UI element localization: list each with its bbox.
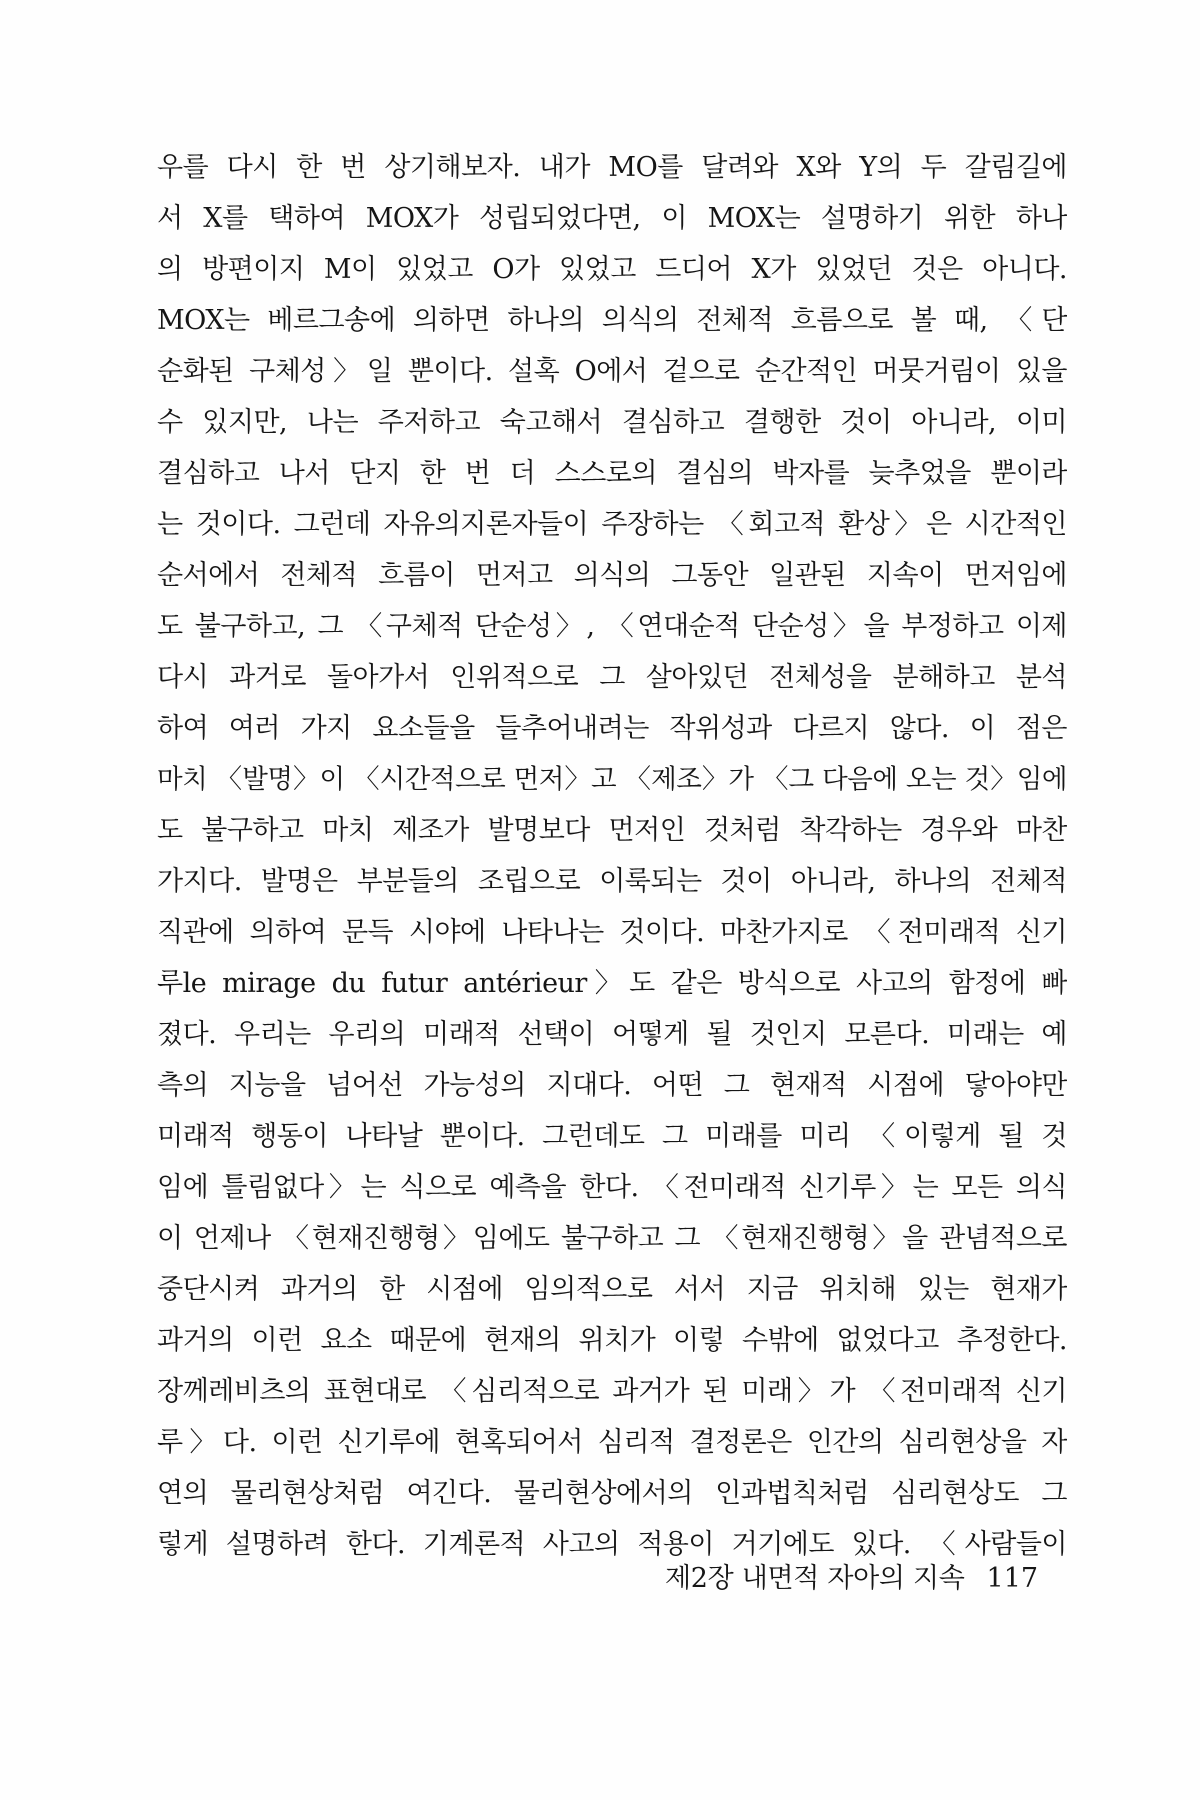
text-line: 직관에 의하여 문득 시야에 나타나는 것이다. 마찬가지로 〈전미래적 신기 <box>157 917 1067 948</box>
text-line: 결심하고 나서 단지 한 번 더 스스로의 결심의 박자를 늦추었을 뿐이라 <box>157 458 1067 489</box>
text-line: 다시 과거로 돌아가서 인위적으로 그 살아있던 전체성을 분해하고 분석 <box>157 662 1067 693</box>
text-line: 도 불구하고 마치 제조가 발명보다 먼저인 것처럼 착각하는 경우와 마찬 <box>157 815 1067 846</box>
text-line: 과거의 이런 요소 때문에 현재의 위치가 이렇 수밖에 없었다고 추정한다. <box>157 1325 1067 1356</box>
text-line: 졌다. 우리는 우리의 미래적 선택이 어떻게 될 것인지 모른다. 미래는 예 <box>157 1019 1067 1050</box>
page-number: 117 <box>986 1563 1039 1594</box>
text-line: 의 방편이지 M이 있었고 O가 있었고 드디어 X가 있었던 것은 아니다. <box>157 254 1067 285</box>
chapter-title: 제2장 내면적 자아의 지속 <box>665 1563 965 1594</box>
text-line: 연의 물리현상처럼 여긴다. 물리현상에서의 인과법칙처럼 심리현상도 그 <box>157 1478 1067 1509</box>
text-line: 서 X를 택하여 MOX가 성립되었다면, 이 MOX는 설명하기 위한 하나 <box>157 203 1067 234</box>
text-line: 마치 〈발명〉이 〈시간적으로 먼저〉고 〈제조〉가 〈그 다음에 오는 것〉임에 <box>157 764 1067 795</box>
text-line: 중단시켜 과거의 한 시점에 임의적으로 서서 지금 위치해 있는 현재가 <box>157 1274 1067 1305</box>
text-line: 루le mirage du futur antérieur〉도 같은 방식으로 사고의 함정에 빠 <box>157 968 1067 999</box>
text-line: 가지다. 발명은 부분들의 조립으로 이룩되는 것이 아니라, 하나의 전체적 <box>157 866 1067 897</box>
text-line: 우를 다시 한 번 상기해보자. 내가 MO를 달려와 X와 Y의 두 갈림길에 <box>157 152 1067 183</box>
text-line: 이 언제나 〈현재진행형〉임에도 불구하고 그 〈현재진행형〉을 관념적으로 <box>157 1223 1067 1254</box>
text-line: 순화된 구체성〉일 뿐이다. 설혹 O에서 겉으로 순간적인 머뭇거림이 있을 <box>157 356 1067 387</box>
text-line: 미래적 행동이 나타날 뿐이다. 그런데도 그 미래를 미리 〈이렇게 될 것 <box>157 1121 1067 1152</box>
text-line: 측의 지능을 넘어선 가능성의 지대다. 어떤 그 현재적 시점에 닿아야만 <box>157 1070 1067 1101</box>
text-line: 렇게 설명하려 한다. 기계론적 사고의 적용이 거기에도 있다. 〈사람들이 <box>157 1529 1067 1560</box>
text-line: MOX는 베르그송에 의하면 하나의 의식의 전체적 흐름으로 볼 때, 〈단 <box>157 305 1067 336</box>
text-line: 임에 틀림없다〉는 식으로 예측을 한다. 〈전미래적 신기루〉는 모든 의식 <box>157 1172 1067 1203</box>
text-line: 루〉다. 이런 신기루에 현혹되어서 심리적 결정론은 인간의 심리현상을 자 <box>157 1427 1067 1458</box>
text-line: 도 불구하고, 그 〈구체적 단순성〉, 〈연대순적 단순성〉을 부정하고 이제 <box>157 611 1067 642</box>
text-line: 장께레비츠의 표현대로 〈심리적으로 과거가 된 미래〉가 〈전미래적 신기 <box>157 1376 1067 1407</box>
text-line: 순서에서 전체적 흐름이 먼저고 의식의 그동안 일관된 지속이 먼저임에 <box>157 560 1067 591</box>
text-line: 는 것이다. 그런데 자유의지론자들이 주장하는 〈회고적 환상〉은 시간적인 <box>157 509 1067 540</box>
text-line: 하여 여러 가지 요소들을 들추어내려는 작위성과 다르지 않다. 이 점은 <box>157 713 1067 744</box>
body-text <box>157 142 1067 1570</box>
running-footer <box>665 1555 1039 1603</box>
text-line: 수 있지만, 나는 주저하고 숙고해서 결심하고 결행한 것이 아니라, 이미 <box>157 407 1067 438</box>
